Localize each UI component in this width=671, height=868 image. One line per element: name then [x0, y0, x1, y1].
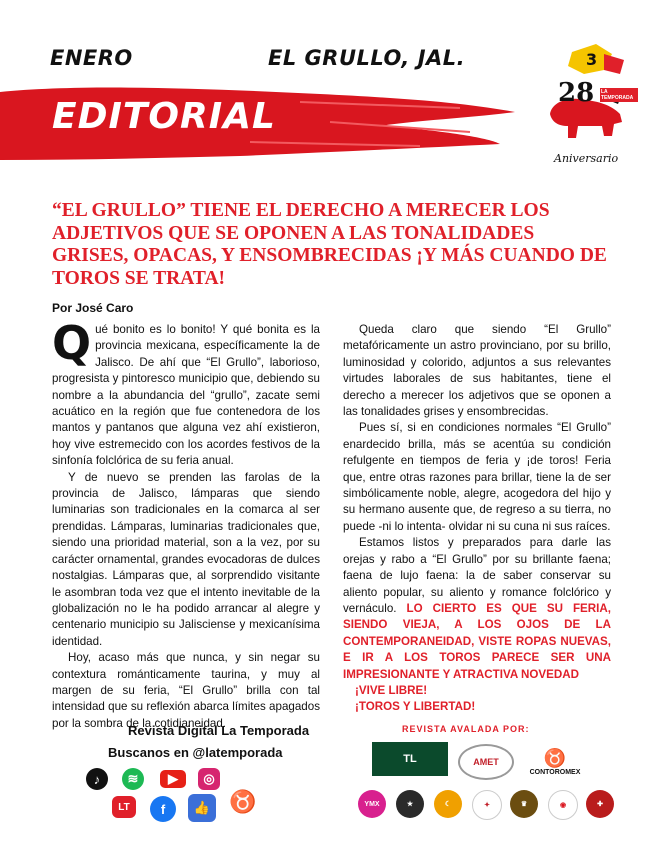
la-temporada-icon[interactable]: LT [112, 796, 136, 818]
article-headline: “EL GRULLO” TIENE EL DERECHO A MERECER LOS ADJETIVOS QUE SE OPONEN A LAS TONALIDADES GRISES, OPACAS, Y ENSOMBRECIDAS ¡Y MÁS CUANDO DE TOROS SE TRATA! [52, 200, 607, 289]
logo-contoromex[interactable] [520, 742, 590, 782]
paragraph-text: ué bonito es lo bonito! Y qué bonita es la provincia mexicana, específicamente la de Jalisco. De ahí que “El Grullo”, laborioso, progresista y pintoresco municipio que, debiendo su nombre a la abundancia del “grullo”, zacate semi acuático en la región que fue contenedora de los mantos y pantanos que alguna vez ahí existieron, hoy vive estremecido con los acordes festivos de la sinfonía folclórica de su feria anual. [52, 323, 320, 468]
article-column-right [343, 322, 611, 716]
like-icon[interactable]: 👍 [188, 794, 216, 822]
article-byline: Por José Caro [52, 301, 134, 315]
slogan-toros-libertad: ¡TOROS Y LIBERTAD! [355, 700, 476, 714]
issue-month: ENERO [50, 46, 133, 70]
paragraph [52, 316, 320, 470]
seal-logo[interactable]: ✦ [472, 790, 502, 820]
paragraph: Pues sí, si en condiciones normales “El Grullo” enardecido brilla, más se acentúa su condición refulgente en tiempos de feria y ¡de toros! Feria que, entre otras razones para brillar, tiene la de ser simbólicamente noble, alegre, acogedora del hijo y su hermano ausente que, de regreso a su tierra, no puede -ni lo intenta- olvidar ni su cuna ni sus raíces. [343, 421, 611, 533]
spotify-icon[interactable]: ≋ [122, 768, 144, 790]
logo-tl[interactable] [372, 742, 448, 776]
paragraph [343, 535, 611, 683]
highlight-text: LO CIERTO ES QUE SU FERIA, SIENDO VIEJA, A LOS OJOS DE LA CONTEMPORANEIDAD, VISTE ROPAS NUEVAS, E IR A LOS TOROS PARECE SER UNA IMPRESIONANTE Y ATRACTIVA NOVEDAD [343, 601, 611, 681]
paragraph: Y de nuevo se prenden las farolas de la provincia de Jalisco, lámparas que siendo luminarias son tradicionales en la comarca al ser prendidas. Lámparas, luminarias tradicionales que, siendo una prioridad material, son a la vez, por su carácter ornamental, grandes evocadoras de dulces nostalgias. Lámparas que, al sorprendido visitante le asombran toda vez que el intento inevitable de la globalización no le ha podido arrancar al alegre y centenario municipio su Jalisciense y mexicanísima identidad. [52, 470, 320, 648]
article-column-left [52, 316, 320, 732]
emblem-page-number: 3 [586, 50, 598, 69]
seal-logo[interactable]: ☾ [434, 790, 462, 818]
facebook-icon[interactable]: f [150, 796, 176, 822]
logo-contoromex-text: CONTOROMEX [529, 769, 581, 776]
logo-amet-text: AMET [473, 757, 499, 767]
bull-icon[interactable]: ♉ [226, 786, 260, 818]
logo-amet[interactable] [458, 744, 514, 780]
paragraph: Queda claro que siendo “El Grullo” metafóricamente un astro provinciano, por su brillo, luminosidad y colorido, adjuntos a sus relevantes virtudes laborales de sus habitantes, tiene el derecho a merecer los adjetivos que se oponen a las tonalidades grises y ensombrecidas. [343, 323, 611, 419]
logo-ymx-text: YMX [364, 800, 380, 808]
section-title: EDITORIAL [52, 96, 276, 137]
seal-logo[interactable]: ★ [396, 790, 424, 818]
slogan-vive-libre: ¡VIVE LIBRE! [355, 683, 428, 697]
endorsement-label: REVISTA AVALADA POR: [402, 724, 530, 734]
promo-handle[interactable]: Buscanos en @latemporada [108, 745, 283, 760]
drop-cap: Q [52, 316, 92, 370]
contoromex-bull-icon: ♉ [543, 748, 567, 768]
issue-city: EL GRULLO, JAL. [268, 46, 466, 70]
emblem-caption: Aniversario [554, 152, 619, 165]
seal-logo[interactable]: ✚ [586, 790, 614, 818]
seal-logo[interactable]: ♛ [510, 790, 538, 818]
emblem-number: 28 [558, 78, 595, 108]
instagram-icon[interactable]: ◎ [198, 768, 220, 790]
seal-logo[interactable]: ◉ [548, 790, 578, 820]
paragraph-text: Estamos listos y preparados para darle las orejas y rabo a “El Grullo” por su brillante faena; faena de lujo faena: la de saber conservar su aliento popular, su aliento y romance folclórico y vernáculo. [343, 536, 611, 615]
tiktok-icon[interactable]: ♪ [86, 768, 108, 790]
youtube-icon[interactable]: ▶ [160, 770, 186, 788]
emblem-badge: LA TEMPORADA [600, 88, 638, 102]
anniversary-emblem [538, 44, 638, 174]
logo-ymx[interactable] [358, 790, 386, 818]
logo-tl-text: TL [403, 753, 417, 765]
paragraph: Hoy, acaso más que nunca, y sin negar su contextura románticamente taurina, y muy al margen de su feria, “El Grullo” brilla con tal intensidad que su reflexión abarca límites apagados por la sombra de la cotidianeidad. [52, 651, 320, 730]
promo-title: Revista Digital La Temporada [128, 723, 310, 738]
